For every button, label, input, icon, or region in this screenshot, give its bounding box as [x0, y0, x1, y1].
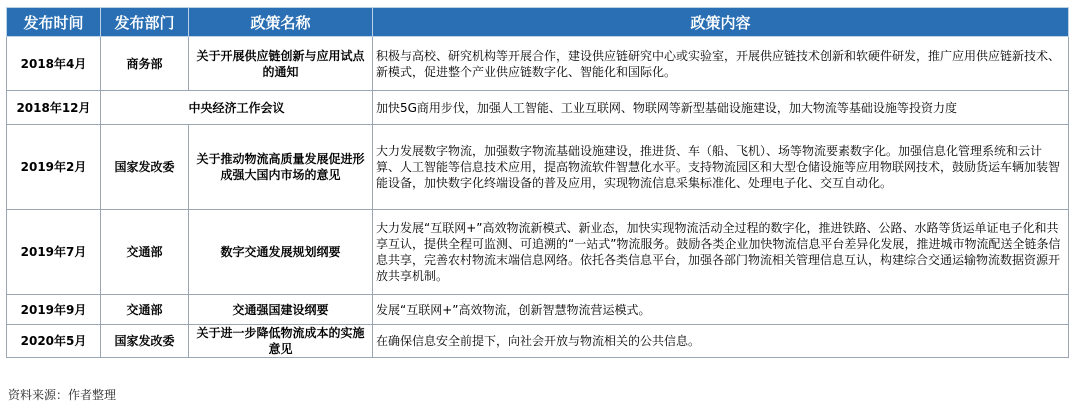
cell-policy-content: 加快5G商用步伐，加强人工智能、工业互联网、物联网等新型基础设施建设，加大物流等基础设施等投资力度 [373, 91, 1069, 125]
cell-policy-name: 关于推动物流高质量发展促进形成强大国内市场的意见 [189, 125, 373, 210]
cell-date: 2018年12月 [7, 91, 101, 125]
cell-policy-content: 大力发展“互联网+”高效物流新模式、新业态，加快实现物流活动全过程的数字化，推进铁路、公路、水路等货运单证电子化和共享互认，提供全程可监测、可追溯的“一站式”物流服务。鼓励各类企业加快物流信息平台差异化发展，推进城市物流配送全链条信息共享，完善农村物流末端信息网络。依托各类信息平台，加强各部门物流相关管理信息互认，构建综合交通运输物流数据资源开放共享机制。 [373, 210, 1069, 295]
header-date: 发布时间 [7, 8, 101, 37]
cell-policy-name: 交通强国建设纲要 [189, 295, 373, 325]
cell-dept: 交通部 [101, 210, 189, 295]
cell-date: 2020年5月 [7, 325, 101, 358]
cell-dept: 交通部 [101, 295, 189, 325]
table-row [7, 91, 1069, 125]
cell-date: 2019年2月 [7, 125, 101, 210]
header-dept: 发布部门 [101, 8, 189, 37]
table-row [7, 37, 1069, 91]
policy-table [6, 7, 1069, 358]
cell-date: 2019年7月 [7, 210, 101, 295]
cell-dept: 国家发改委 [101, 325, 189, 358]
cell-policy-content: 发展“互联网+”高效物流，创新智慧物流营运模式。 [373, 295, 1069, 325]
table-row [7, 125, 1069, 210]
cell-policy-content: 大力发展数字物流，加强数字物流基础设施建设，推进货、车（船、飞机）、场等物流要素数字化。加强信息化管理系统和云计算、人工智能等信息技术应用，提高物流软件智慧化水平。支持物流园区和大型仓储设施等应用物联网技术，鼓励货运车辆加装智能设备，加快数字化终端设备的普及应用，实现物流信息采集标准化、处理电子化、交互自动化。 [373, 125, 1069, 210]
cell-policy-name: 关于进一步降低物流成本的实施意见 [189, 325, 373, 358]
cell-dept: 国家发改委 [101, 125, 189, 210]
source-note: 资料来源：作者整理 [8, 388, 117, 402]
cell-policy-name: 中央经济工作会议 [101, 91, 373, 125]
cell-policy-content: 积极与高校、研究机构等开展合作，建设供应链研究中心或实验室，开展供应链技术创新和软硬件研发，推广应用供应链新技术、新模式，促进整个产业供应链数字化、智能化和国际化。 [373, 37, 1069, 91]
cell-dept: 商务部 [101, 37, 189, 91]
table-row [7, 210, 1069, 295]
cell-policy-name: 数字交通发展规划纲要 [189, 210, 373, 295]
table-row [7, 325, 1069, 358]
cell-date: 2019年9月 [7, 295, 101, 325]
header-row [7, 8, 1069, 37]
cell-policy-content: 在确保信息安全前提下，向社会开放与物流相关的公共信息。 [373, 325, 1069, 358]
header-name: 政策名称 [189, 8, 373, 37]
cell-policy-name: 关于开展供应链创新与应用试点的通知 [189, 37, 373, 91]
cell-date: 2018年4月 [7, 37, 101, 91]
table-row [7, 295, 1069, 325]
header-content: 政策内容 [373, 8, 1069, 37]
